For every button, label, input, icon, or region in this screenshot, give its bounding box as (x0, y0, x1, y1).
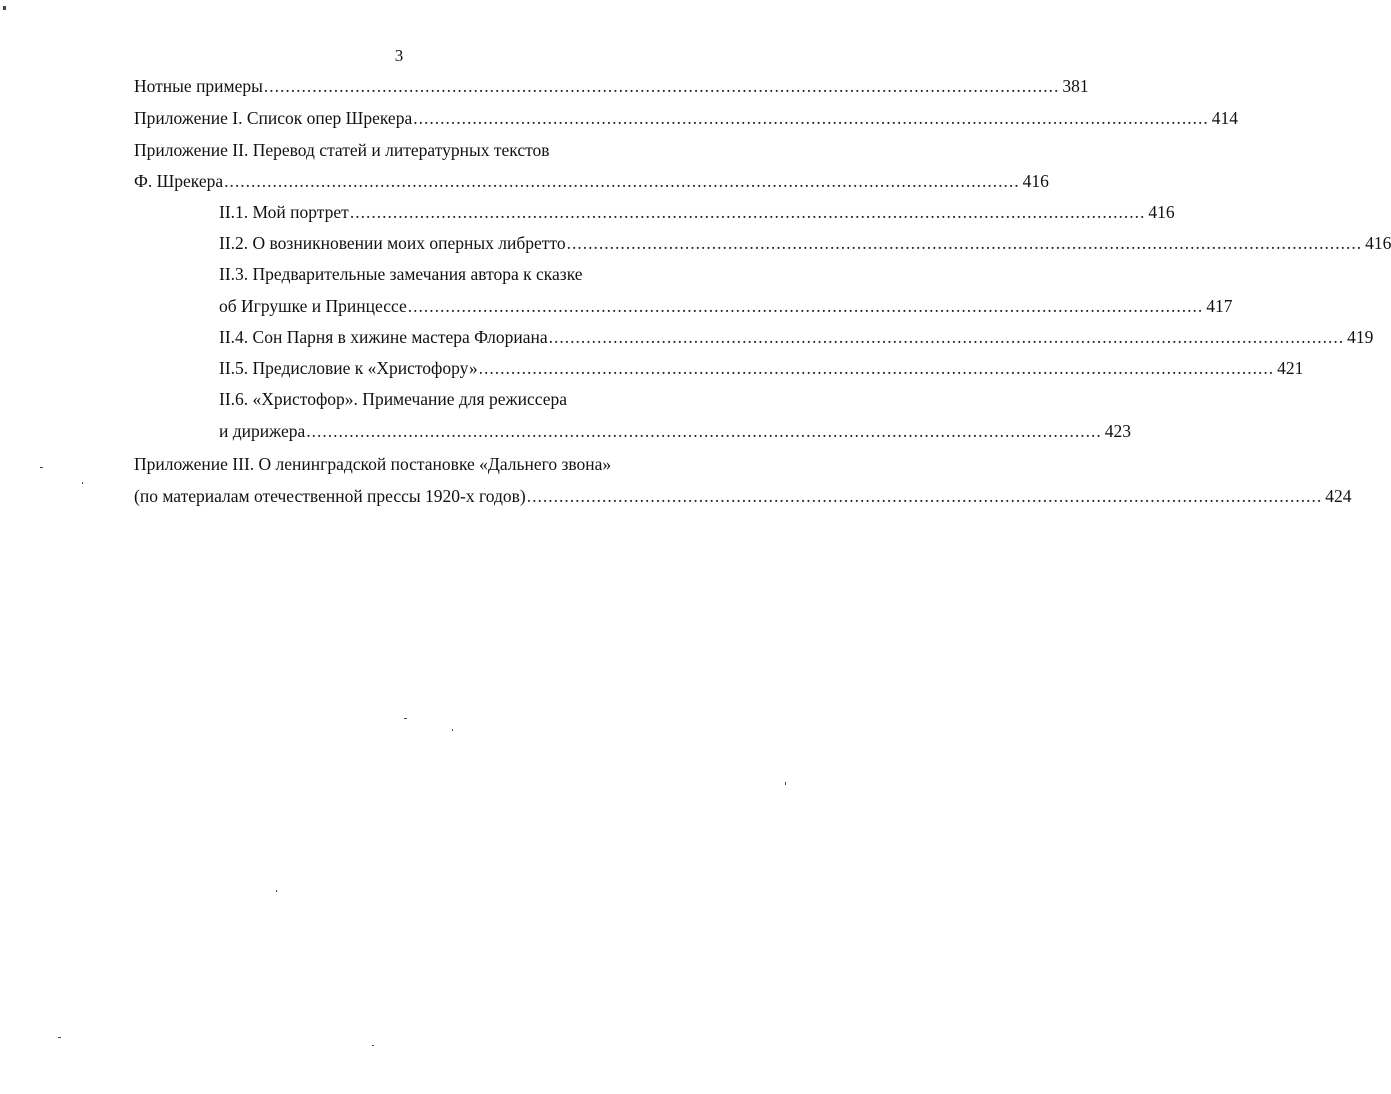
dot-leader: .................................................................................................................................................... (548, 327, 1345, 347)
toc-entry-title: (по материалам отечественной прессы 1920-х годов) (134, 486, 526, 506)
toc-entry (219, 231, 1391, 255)
dot-leader: .................................................................................................................................................... (263, 76, 1060, 96)
toc-entry (219, 294, 1233, 318)
toc-entry-page: 417 (1206, 296, 1233, 316)
scan-speck (40, 467, 43, 468)
toc-entry-title: об Игрушке и Принцессе (219, 296, 407, 316)
toc-entry-title: Приложение III. О ленинградской постановке «Дальнего звона» (134, 454, 612, 474)
toc-entry (134, 106, 1238, 130)
scan-speck (276, 890, 277, 892)
toc-entry-title: II.3. Предварительные замечания автора к сказке (219, 264, 583, 284)
toc-entry-title: II.5. Предисловие к «Христофору» (219, 358, 478, 378)
toc-entry-page: 414 (1211, 108, 1238, 128)
toc-entry (219, 419, 1132, 443)
toc-entry (134, 169, 1049, 193)
toc-entry-title: II.6. «Христофор». Примечание для режиссера (219, 389, 567, 409)
toc-entry (134, 484, 1352, 508)
toc-entry-title: II.1. Мой портрет (219, 202, 349, 222)
toc-entry-title: II.4. Сон Парня в хижине мастера Флориана (219, 327, 548, 347)
scan-speck (58, 1037, 61, 1038)
toc-entry (219, 356, 1304, 380)
toc-entry-title: Ф. Шрекера (134, 171, 224, 191)
toc-entry-page: 423 (1104, 421, 1132, 441)
toc-entry-page: 424 (1325, 486, 1352, 506)
toc-entry-title: Приложение I. Список опер Шрекера (134, 108, 413, 128)
dot-leader: .................................................................................................................................................... (224, 171, 1020, 191)
toc-entry-page: 416 (1365, 233, 1391, 253)
page-number: 3 (394, 46, 404, 65)
scan-speck (404, 718, 407, 719)
dot-leader: .................................................................................................................................................... (526, 486, 1323, 506)
toc-entry-page: 421 (1277, 358, 1304, 378)
scan-speck (785, 782, 786, 785)
dot-leader: .................................................................................................................................................... (478, 358, 1275, 378)
toc-entry-page: 419 (1347, 327, 1374, 347)
toc-entry (219, 325, 1374, 349)
toc-entry-page: 416 (1148, 202, 1175, 222)
dot-leader: .................................................................................................................................................... (566, 233, 1363, 253)
toc-entry (134, 74, 1089, 98)
toc-entry-page: 381 (1062, 76, 1089, 96)
toc-entry-title: Нотные примеры (134, 76, 263, 96)
toc-entry-title: Приложение II. Перевод статей и литературных текстов (134, 140, 550, 160)
dot-leader: .................................................................................................................................................... (349, 202, 1146, 222)
dot-leader: .................................................................................................................................................... (413, 108, 1209, 128)
toc-entry-title: II.2. О возникновении моих оперных либретто (219, 233, 566, 253)
scan-speck (82, 482, 83, 484)
toc-entry (219, 200, 1175, 224)
toc-entry-title: и дирижера (219, 421, 306, 441)
scan-speck (3, 6, 6, 10)
dot-leader: .................................................................................................................................................... (306, 421, 1102, 441)
scan-speck (372, 1045, 374, 1046)
scan-speck (452, 729, 453, 731)
dot-leader: .................................................................................................................................................... (407, 296, 1204, 316)
toc-entry-page: 416 (1022, 171, 1049, 191)
